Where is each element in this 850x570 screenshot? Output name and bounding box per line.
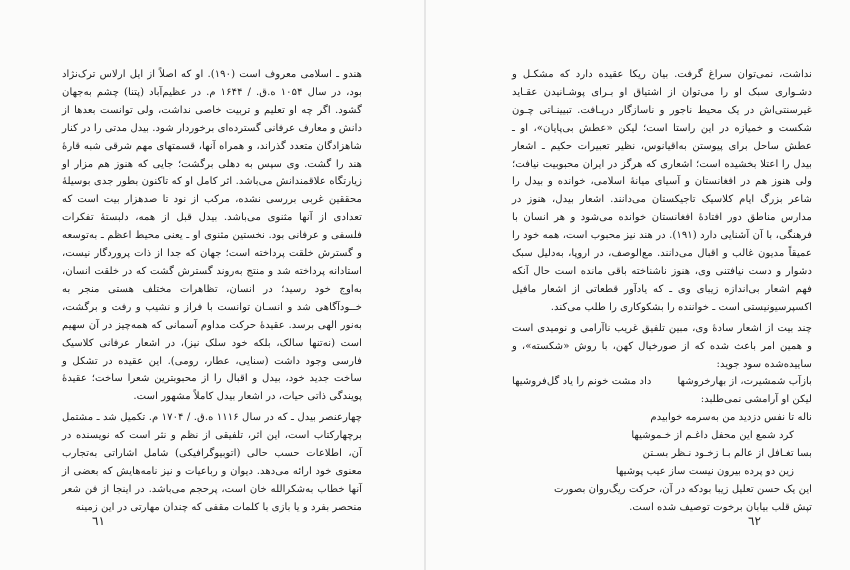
verse-block xyxy=(512,373,812,516)
left-page-text xyxy=(62,66,362,517)
verse-line: این یک حسن تعلیل زیبا بودکه در آن، حرکت ریگ‌روان بصورت xyxy=(554,483,812,495)
verse-line: ناله تا نفس دزدید من به‌سرمه خوابیدم xyxy=(650,412,812,424)
gutter-divider xyxy=(424,0,426,570)
verse-line: تپش قلب بیابان برخوت توصیف شده است. xyxy=(629,501,812,513)
right-page-text xyxy=(512,66,812,517)
right-paragraph-2: چند بیت از اشعار سادهٔ وی، مبین تلفیق غریب ناآرامی و نومیدی است و همین امر باعث شده که از صورخیال کهن، با روش «شکسته»، و ساییده‌شده سود جوید: xyxy=(512,322,812,370)
verse-line: لیکن او آرامشی نمی‌طلبد: xyxy=(700,394,812,406)
verse-hemistich: بازآب شمشیرت، از بهارخروشها xyxy=(677,376,812,388)
verse-line: کرد شمع این محفل داغـم از خـموشیها xyxy=(631,430,794,442)
verse-line: زین دو پرده بیرون نیست ساز عیب پوشیها xyxy=(615,465,794,477)
verse-hemistich: داد مشت خونم را یاد گل‌فروشیها xyxy=(512,376,652,388)
right-page-number: ٦٢ xyxy=(748,514,761,528)
verse-couplet xyxy=(512,373,812,391)
left-paragraph-1: هندو ـ اسلامی معروف است (۱۹۰). او که اصلاً از ایل ارلاس ترک‌نژاد بود، در سال ۱۰۵۴ ه.ق. / ۱۶۴۴ م. در عظیم‌آباد (پتنا) چشم به‌جهان گشود. اگر چه او تعلیم و تربیت خاصی نداشت، ولی توانست بعدها از دانش و معارف عرفانی گسترده‌ای برخوردار شود. بیدل مدتی را در کنار شاهزادگان متعدد گذراند، و همراه آنها، قسمتهای مهم شرقی شبه قارهٔ هند را گشت. وی سپس به دهلی برگشت؛ جایی که هنوز هم مزار او زیارتگاه علاقمندانش می‌باشد. اثر کامل او که تاکنون بطور جدی بوسیلهٔ محققین غربی بررسی نشده، مرکب از نود تا صدهزار بیت است که تعدادی از آنها مثنوی می‌باشد. بیدل قبل از همه، دلبستهٔ تفکرات فلسفی و عرفانی بود. نخستین مثنوی او ـ یعنی محیط اعظم ـ به‌توسعه و گسترش خلقت پرداخته است؛ جهان که جدا از ذات پروردگار نیست، استادانه پرداخته شد و منتج به‌روند گسترش گشت که در خلقت انسان، به‌اوج خود رسید؛ در انسان، تظاهرات مختلف هستی منجر به خــودآگاهی شد و انسـان توانست با فراز و نشیب و رفت و برگشت، به‌نور الهی برسد. عقیدهٔ حرکت مداوم آسمانی که همه‌چیز در آن سهیم است (نه‌تنها سالک، بلکه خود سلک نیز)، در اشعار عرفانی کلاسیک فارسی وجود داشت (سنایی، عطار، رومی). این عقیده در تشکل و ساخت جدید خود، بیدل و اقبال را از محبوبترین شعرا ساخت؛ عقیدهٔ پویندگی ذاتی حیات، در اشعار بیدل کاملاً مشهور است. xyxy=(62,69,362,403)
left-page-number: ٦١ xyxy=(92,514,105,528)
right-paragraph-1: نداشت، نمی‌توان سراغ گرفت. بیان ریکا عقیده دارد که مشکـل و دشـواری سبک او را می‌توان از اشتیاق او بـرای پوشـانیدن عقـاید غیرسنتی‌اش در یک محیط ناجور و ناسازگار دریـافت. تبیینـاتی چـون شکست و خمیازه در این راستا است؛ لیکن «عطش بی‌پایان»، او ـ عطش ساحل برای پیوستن به‌اقیانوس، نظیر تعبیرات حکیم ـ اشعار بیدل را اعتلا بخشیده است؛ اشعاری که هرگز در ایران محبوبیت نیافت؛ ولی هنوز هم در افغانستان و آسیای میانهٔ اسلامی، خوانده و بیدل را شاعر بزرگ ایام کلاسیک تاجیکستان می‌دانند. اشعار بیدل، هنوز در مدارس مناطق دور افتادهٔ افغانستان خوانده می‌شود و هر انسان با فرهنگی، با آن آشنایی دارد (۱۹۱). در هند نیز محبوب است، همه خود را عمیقاً مدیون غالب و اقبال می‌دانند. مع‌الوصف، در اروپا، به‌دلیل سبک دشوار و دست نیافتنی وی، هنوز ناشناخته باقی مانده است حال آنکه فهم اشعار بی‌اندازه زیبای وی ـ که یادآور قطعاتی از اشعار مافیل اکسپرسیونیستی است ـ خواننده را بشکوکاری را طلب می‌کند. xyxy=(512,69,812,313)
left-paragraph-2: چهارعنصر بیدل ـ که در سال ۱۱۱۶ ه.ق. / ۱۷۰۴ م. تکمیل شد ـ مشتمل برچهارکتاب است، این اثر، تلفیقی از نظم و نثر است که نویسنده در آن، اطلاعات حسب حالی (اتوبیوگرافیکی) شامل اشاراتی به‌تجارب معنوی خود ارائه می‌دهد. دیوان و رباعیات و نیز نامه‌هایش که بعضی از آنها خطاب به‌شکرالله خان است، پرحجم می‌باشد. در اینجا از فن شعر منحصر بفرد و یا بازی با کلمات مقفی که چندان مهارتی در این زمینه xyxy=(62,412,362,513)
verse-line: بسا تغـافل از عالم بـا زخـود نـظر بسـتن xyxy=(642,448,812,460)
